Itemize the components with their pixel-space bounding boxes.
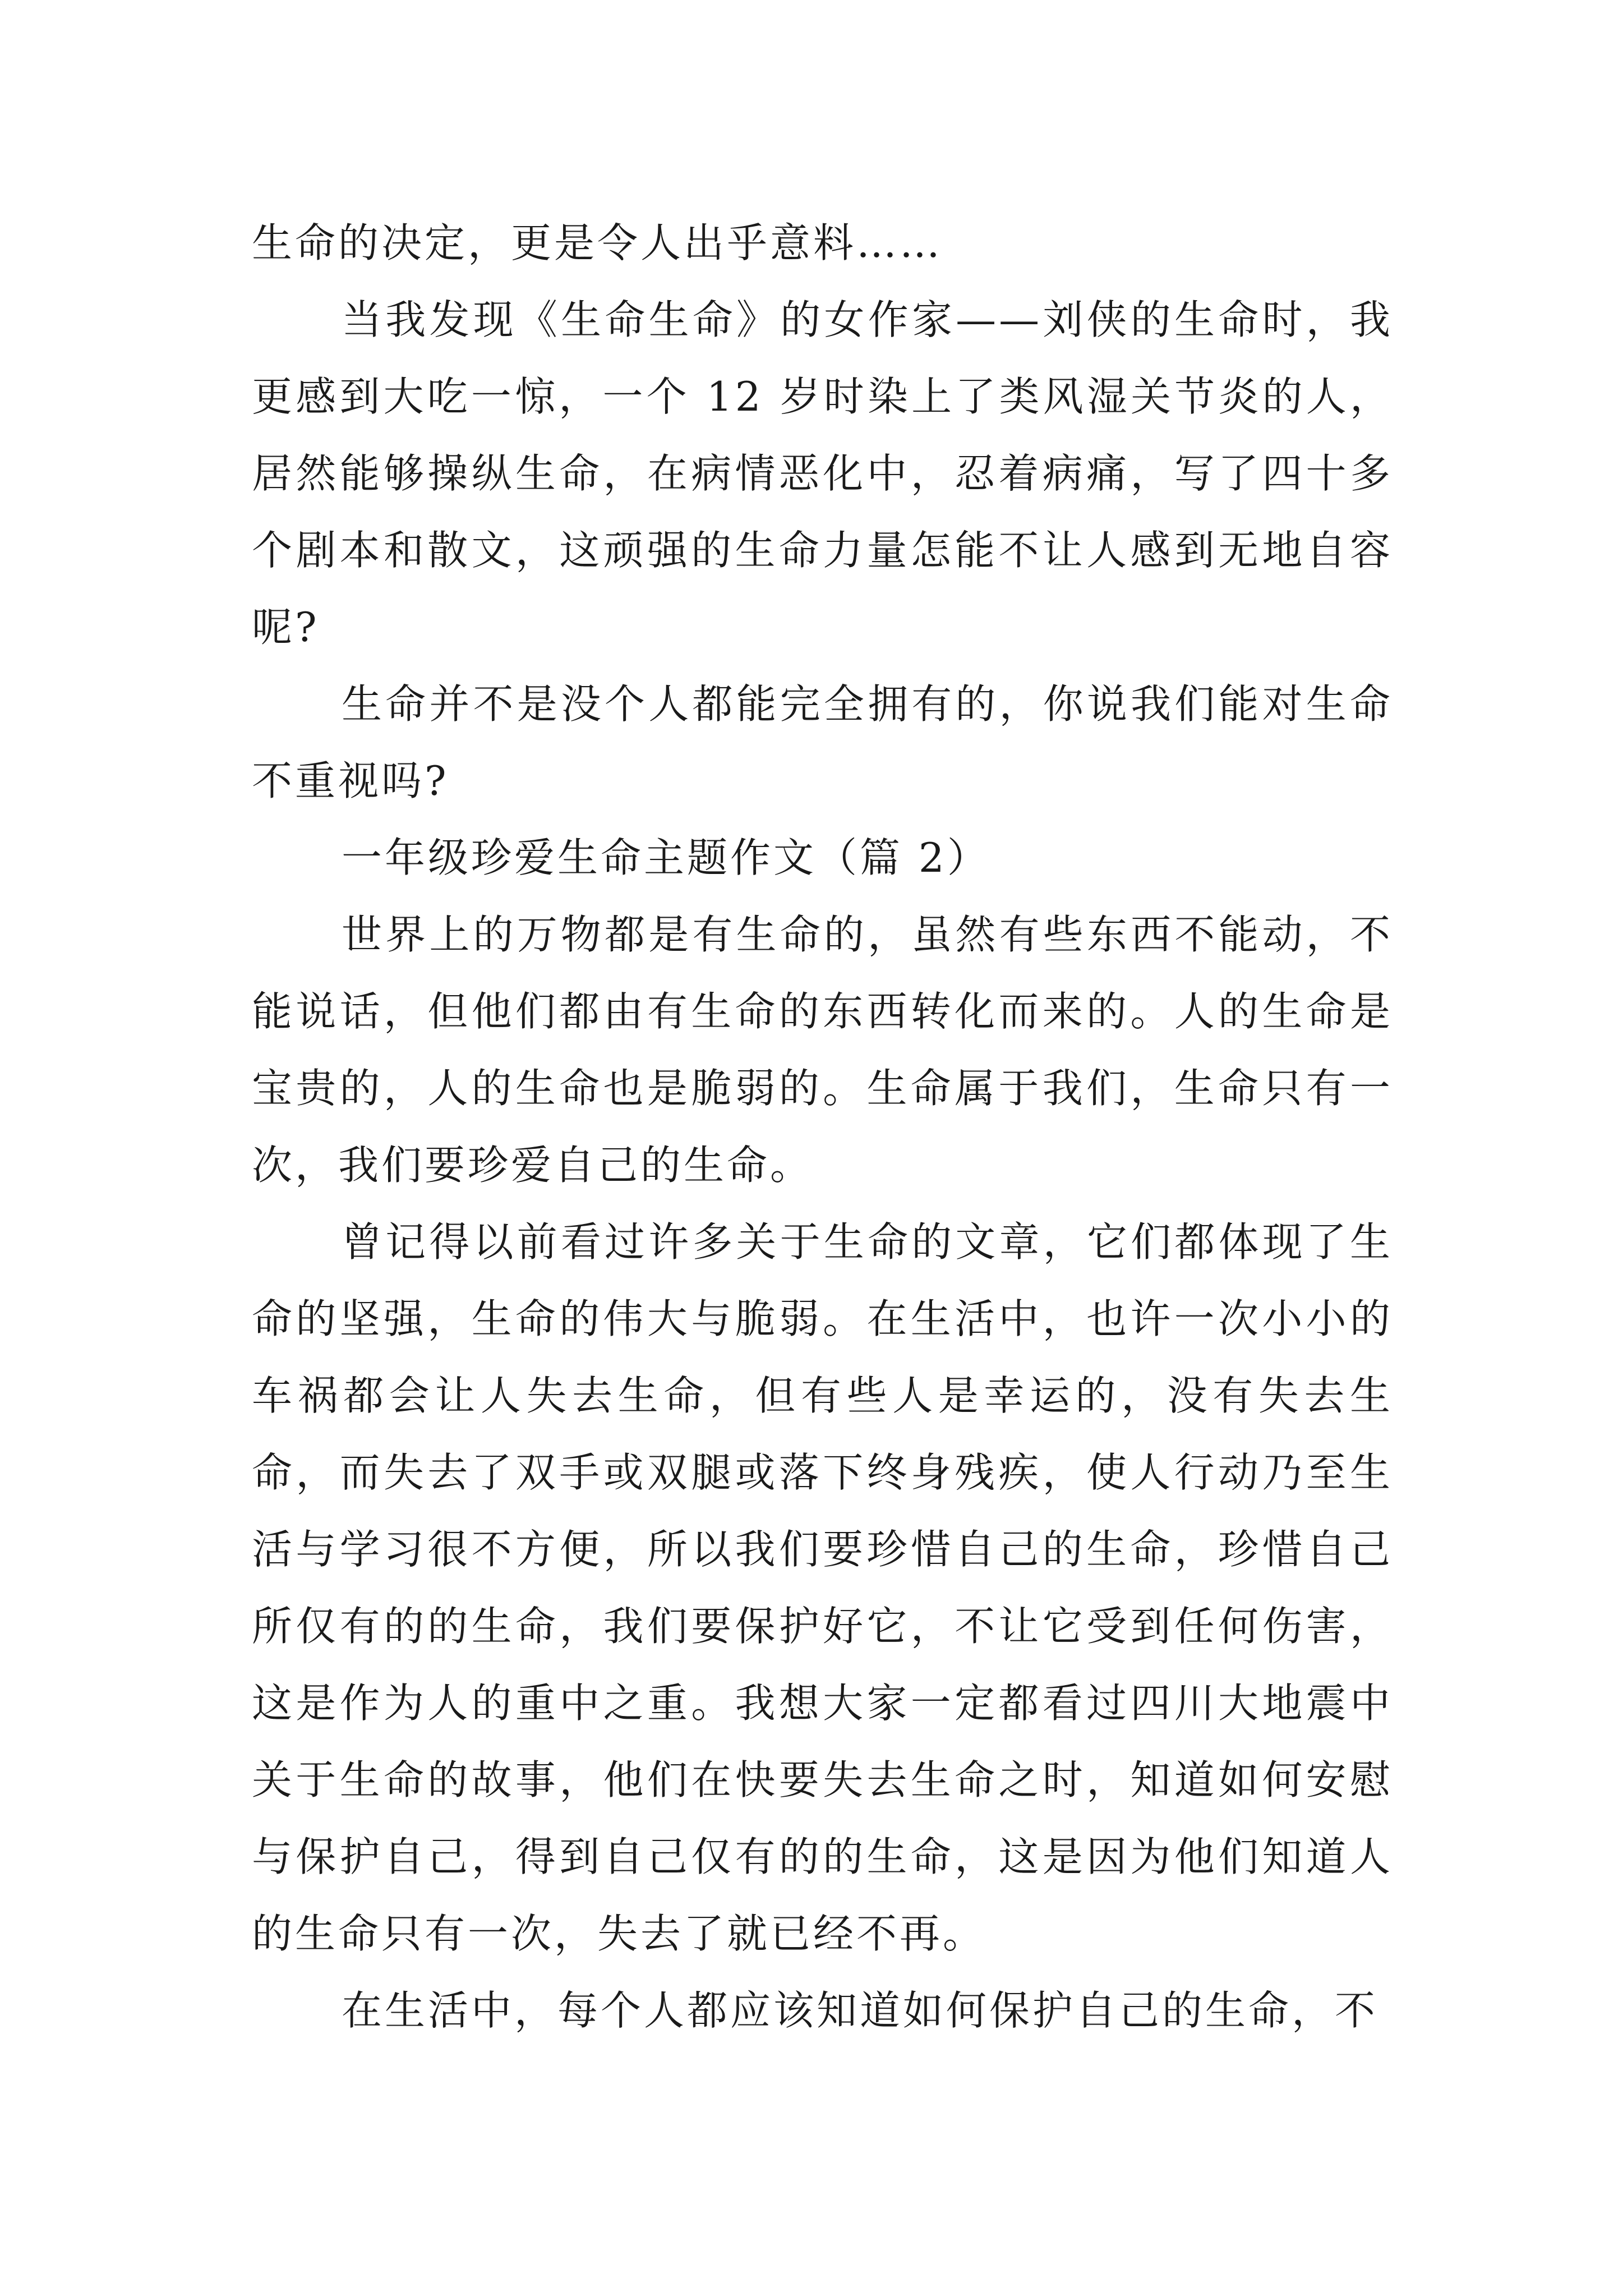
document-body bbox=[252, 205, 1393, 2049]
essay-heading: 一年级珍爱生命主题作文（篇 2） bbox=[342, 834, 990, 881]
paragraph-liu-xia: 当我发现《生命生命》的女作家——刘侠的生命时，我更感到大吃一惊，一个 12 岁时染上了类风湿关节炎的人，居然能够操纵生命，在病情恶化中，忍着病痛，写了四十多个剧本和散文，这顽强的生命力量怎能不让人感到无地自容呢? bbox=[252, 296, 1393, 651]
paragraph-daily-life: 在生活中，每个人都应该知道如何保护自己的生命，不 bbox=[342, 1987, 1378, 2034]
paragraph-world-life: 世界上的万物都是有生命的，虽然有些东西不能动，不能说话，但他们都由有生命的东西转化而来的。人的生命是宝贵的，人的生命也是脆弱的。生命属于我们，生命只有一次，我们要珍爱自己的生命。 bbox=[252, 911, 1393, 1189]
paragraph-cherish-question: 生命并不是没个人都能完全拥有的，你说我们能对生命不重视吗? bbox=[252, 680, 1393, 804]
paragraph-continuation: 生命的决定，更是令人出乎意料…… bbox=[252, 219, 943, 266]
paragraph-articles-memory: 曾记得以前看过许多关于生命的文章，它们都体现了生命的坚强，生命的伟大与脆弱。在生活中，也许一次小小的车祸都会让人失去生命，但有些人是幸运的，没有失去生命，而失去了双手或双腿或落下终身残疾，使人行动乃至生活与学习很不方便，所以我们要珍惜自己的生命，珍惜自己所仅有的的生命，我们要保护好它，不让它受到任何伤害，这是作为人的重中之重。我想大家一定都看过四川大地震中关于生命的故事，他们在快要失去生命之时，知道如何安慰与保护自己，得到自己仅有的的生命，这是因为他们知道人的生命只有一次，失去了就已经不再。 bbox=[252, 1218, 1393, 1957]
